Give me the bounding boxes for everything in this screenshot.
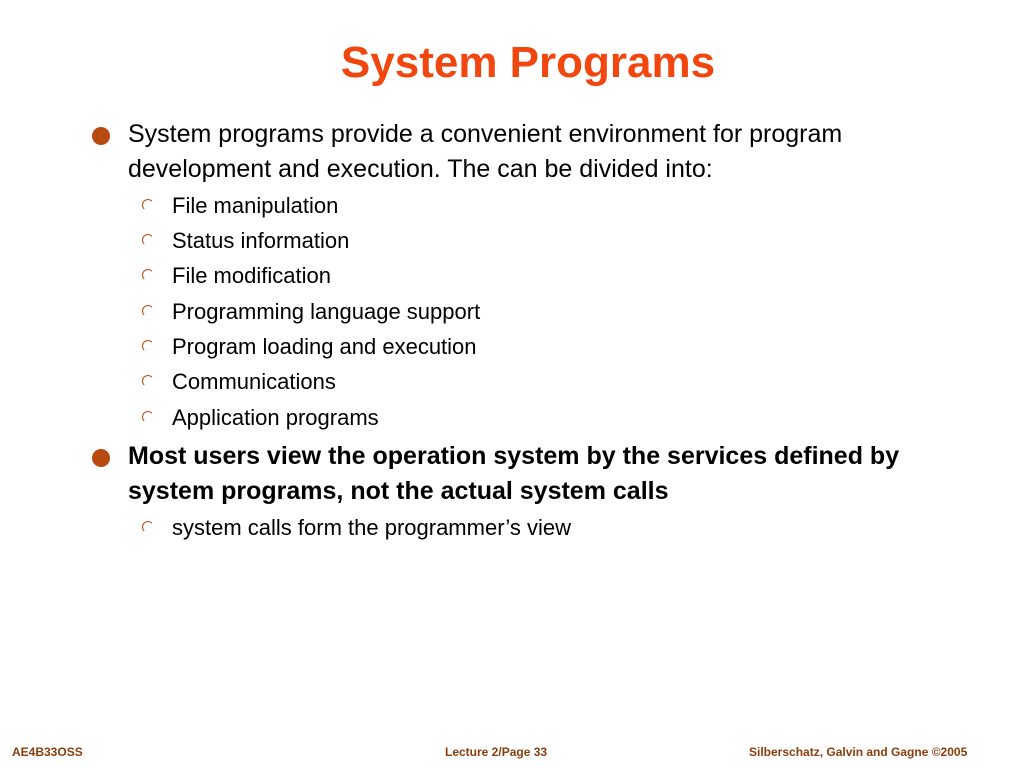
footer-page-number: Lecture 2/Page 33: [445, 745, 548, 759]
sub-bullet-text: File manipulation: [172, 193, 339, 218]
sub-bullet-text: Program loading and execution: [172, 334, 477, 359]
sub-bullet-text: Status information: [172, 228, 350, 253]
sub-bullet-ring-icon: [142, 305, 154, 317]
sub-bullet-text: Application programs: [172, 405, 379, 430]
sub-bullet-item: [140, 226, 940, 258]
sub-bullet-item: [140, 332, 940, 364]
sub-bullet-item: [140, 261, 940, 293]
sub-bullet-item: [140, 513, 940, 545]
sub-bullet-ring-icon: [142, 199, 154, 211]
footer-copyright: Silberschatz, Galvin and Gagne ©2005: [749, 745, 968, 759]
sub-bullet-ring-icon: [142, 269, 154, 281]
footer-course-code: AE4B33OSS: [12, 745, 83, 759]
sub-bullet-ring-icon: [142, 411, 154, 423]
bullet-dot-icon: [92, 449, 110, 467]
bullet-text: System programs provide a convenient environment for program development and execution. The can be divided into:: [128, 120, 843, 183]
sub-bullet-ring-icon: [142, 234, 154, 246]
sub-bullet-item: [140, 367, 940, 399]
sub-bullet-text: Communications: [172, 369, 336, 394]
sub-bullet-ring-icon: [142, 521, 154, 533]
bullet-dot-icon: [92, 127, 110, 145]
slide-title: System Programs: [340, 38, 716, 87]
sub-bullet-ring-icon: [142, 340, 154, 352]
sub-bullet-item: [140, 297, 940, 329]
bullet-text: Most users view the operation system by the services defined by system programs, not the actual system calls: [128, 442, 900, 505]
sub-bullet-ring-icon: [142, 375, 154, 387]
sub-bullet-text: Programming language support: [172, 299, 481, 324]
sub-bullet-text: File modification: [172, 263, 331, 288]
sub-bullet-text: system calls form the programmer’s view: [172, 515, 571, 540]
sub-bullet-item: [140, 403, 940, 435]
sub-bullet-item: [140, 191, 940, 223]
